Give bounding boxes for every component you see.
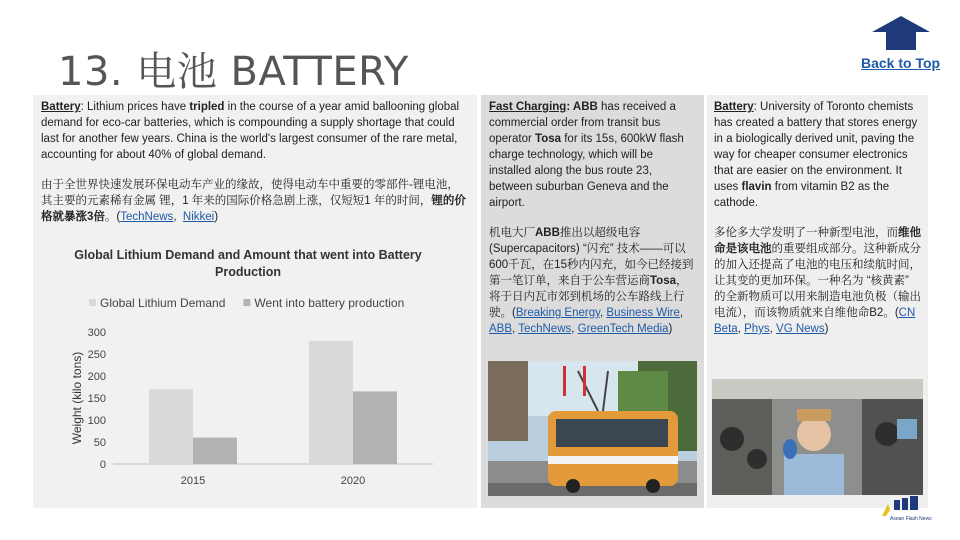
- x-tick-label: 2015: [180, 475, 206, 487]
- legend-label: Went into battery production: [254, 296, 405, 310]
- phys-link[interactable]: Phys: [744, 323, 770, 335]
- fast-charging-chinese-text: 机电大厂ABB推出以超级电容(Supercapacitors) “闪充” 技术——可以600千瓦，在15秒内闪充，如今已经接到第一笔订单，来自于公车营运商Tosa，将于日内瓦市郊到机场的公车路线上行驶。(Breaking Energy, Business Wire, ABB, TechNews, GreenTech Media): [489, 227, 694, 335]
- chart-bar: [309, 341, 353, 464]
- fast-charging-panel: [481, 95, 704, 508]
- y-axis-label: Weight (kilo tons): [70, 351, 84, 445]
- chart-bar: [193, 438, 237, 464]
- chart-title: Global Lithium Demand and Amount that went into Battery Production: [74, 248, 422, 279]
- legend-swatch: [89, 299, 96, 306]
- cnbeta-link[interactable]: CN Beta: [714, 307, 916, 335]
- battery-research-panel: [707, 95, 928, 508]
- battery-research-english-text: Battery: University of Toronto chemists has created a battery that stores energy in a biologically derived unit, paving the way for cheaper consumer electronics that are easier on the environment. It uses flavin from vitamin B2 as the cathode.: [714, 101, 918, 209]
- back-to-top-link[interactable]: Back to Top: [861, 55, 941, 71]
- abb-link[interactable]: ABB: [489, 323, 513, 335]
- y-tick-label: 300: [87, 327, 106, 339]
- vg-news-link[interactable]: VG News: [776, 323, 825, 335]
- y-tick-label: 200: [87, 371, 106, 383]
- legend-swatch: [243, 299, 250, 306]
- technews-link[interactable]: TechNews: [120, 211, 174, 223]
- y-tick-label: 250: [87, 349, 106, 361]
- chart-svg: [33, 235, 477, 505]
- arrow-up-icon[interactable]: [872, 16, 930, 50]
- battery-research-chinese-text: 多伦多大学发明了一种新型电池，而维他命是该电池的重要组成部分。这种新成分的加入还提高了电池的电压和续航时间，让其变的更加环保。一种名为 “核黄素” 的全新物质可以用来制造电池负极（输出电流），而该物质就来自维他命B2。(CN Beta, Phys, VG News): [714, 227, 921, 335]
- lithium-english-text: Battery: Lithium prices have tripled in the course of a year amid ballooning global demand for eco-car batteries, which is compounding a supply shortage that could last for another few years. China is the world's largest consumer of the rare metal, accounting for about 40% of global demand.: [41, 101, 460, 161]
- legend-label: Global Lithium Demand: [100, 296, 226, 310]
- page-title: 13. 电池 BATTERY: [58, 49, 409, 95]
- y-tick-label: 0: [99, 459, 106, 471]
- technews-link[interactable]: TechNews: [518, 323, 572, 335]
- nikkei-link[interactable]: Nikkei: [182, 211, 215, 223]
- chart-bar: [149, 389, 193, 464]
- lithium-panel: [33, 95, 477, 508]
- lithium-chinese-text: 由于全世界快速发展环保电动车产业的缘故，使得电动车中重要的零部件-锂电池，其主要的元素稀有金属 锂，1 年来的国际价格急剧上涨，仅短短1 年的时间，锂的价格就暴涨3倍。(TechNews, Nikkei): [41, 179, 466, 223]
- asean-flash-news-logo: Asean Flash News: [880, 496, 932, 522]
- electric-bus-photo: [488, 361, 697, 496]
- x-tick-label: 2020: [340, 475, 366, 487]
- lithium-chart: [33, 235, 477, 505]
- y-tick-label: 150: [87, 393, 106, 405]
- greentech-media-link[interactable]: GreenTech Media: [577, 323, 669, 335]
- chart-bar: [353, 391, 397, 464]
- business-wire-link[interactable]: Business Wire: [606, 307, 680, 319]
- logo-mark-icon: [880, 496, 928, 518]
- researcher-lab-photo: [712, 379, 923, 495]
- y-tick-label: 100: [87, 415, 106, 427]
- breaking-energy-link[interactable]: Breaking Energy: [515, 307, 601, 319]
- y-tick-label: 50: [93, 437, 106, 449]
- fast-charging-english-text: Fast Charging: ABB has received a commercial order from transit bus operator Tosa for its 15s, 600kW flash charge technology, which will be installed along the bus route 23, between suburban Geneva and the airport.: [489, 101, 684, 209]
